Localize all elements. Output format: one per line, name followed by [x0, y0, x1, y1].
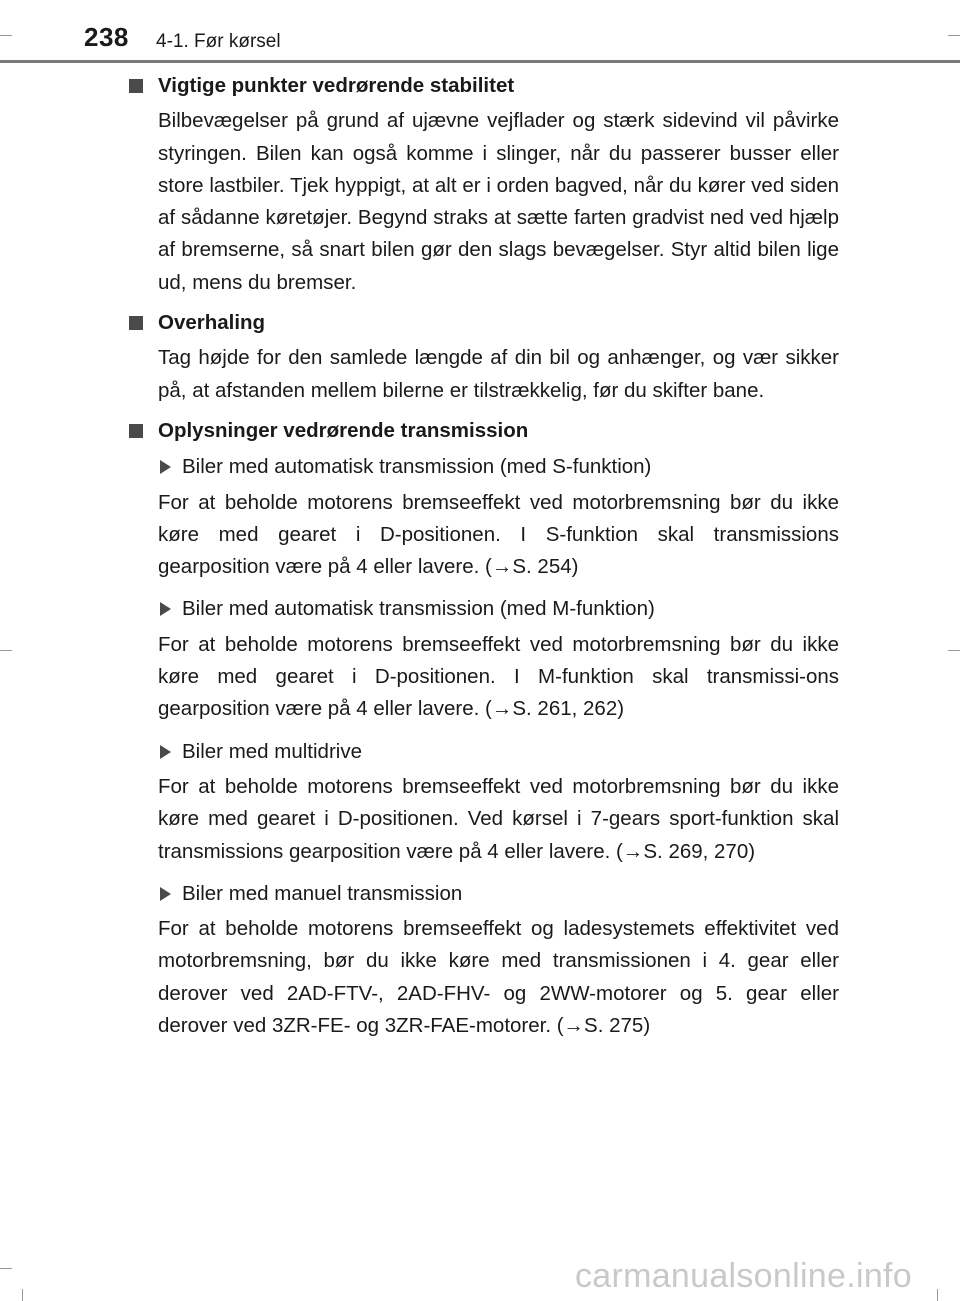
- triangle-arrow-icon: [160, 887, 171, 901]
- triangle-arrow-icon: [160, 745, 171, 759]
- item-paragraph: For at beholde motorens bremseeffekt og ladesystemets effektivitet ved motorbremsning, bør du ikke køre med transmissionen i 4. gear eller derover ved 2AD-FTV-, 2AD-FHV- og 2WW-motorer og 5. gear eller derover ved 3ZR-FE- og 3ZR-FAE-motorer. (→S. 275): [158, 917, 839, 1038]
- item-paragraph: For at beholde motorens bremseeffekt ved motorbremsning bør du ikke køre med gearet i D-positionen. I S-funktion skal transmissions gearposition være på 4 eller lavere. (→S. 254): [158, 490, 839, 579]
- section-heading: [158, 307, 839, 339]
- square-bullet-icon: [129, 316, 143, 330]
- triangle-arrow-icon: [160, 602, 171, 616]
- section-label: 4-1. Før kørsel: [156, 31, 281, 52]
- triangle-arrow-icon: [160, 460, 171, 474]
- section-paragraph: Bilbevægelser på grund af ujævne vejflader og stærk sidevind vil påvirke styringen. Bilen kan også komme i slinger, når du passerer busser eller store lastbiler. Tjek hyppigt, at alt er i orden bagved, når du kører ved siden af sådanne køretøjer. Begynd straks at sætte farten gradvist ned ved hjælp af bremserne, så snart bilen gør den slags bevægelser. Styr altid bilen lige ud, mens du bremser.: [158, 109, 839, 294]
- page-number: 238: [84, 22, 129, 52]
- header-rule: [0, 60, 960, 63]
- list-item-label: [158, 593, 839, 625]
- watermark: carmanualsonline.info: [574, 1257, 912, 1295]
- crop-mark: [22, 1289, 23, 1301]
- crop-mark: [0, 1268, 12, 1269]
- section-paragraph: Tag højde for den samlede længde af din bil og anhænger, og vær sikker på, at afstanden mellem bilerne er tilstrækkelig, før du skifter bane.: [158, 346, 839, 402]
- crop-mark: [937, 1289, 938, 1301]
- crop-mark: [0, 650, 12, 651]
- item-paragraph: For at beholde motorens bremseeffekt ved motorbremsning bør du ikke køre med gearet i D-positionen. Ved kørsel i 7-gears sport-funktion skal transmissions gearposition være på 4 eller lavere. (→S. 269, 270): [158, 774, 839, 863]
- section-title: Vigtige punkter vedrørende stabilitet: [158, 74, 515, 97]
- section-title: Oplysninger vedrørende transmission: [158, 418, 529, 442]
- item-label: Biler med automatisk transmission (med S-funktion): [182, 455, 652, 479]
- square-bullet-icon: [129, 79, 143, 93]
- crop-mark: [948, 35, 960, 36]
- crop-mark: [0, 35, 12, 36]
- section-title: Overhaling: [158, 311, 266, 335]
- section-transmission: [158, 415, 839, 1042]
- section-heading: [158, 70, 839, 102]
- item-paragraph: For at beholde motorens bremseeffekt ved motorbremsning bør du ikke køre med gearet i D-positionen. I M-funktion skal transmissi-ons gearposition være på 4 eller lavere. (→S. 261, 262): [158, 632, 839, 721]
- square-bullet-icon: [129, 424, 143, 438]
- item-label: Biler med multidrive: [182, 739, 362, 763]
- item-label: Biler med manuel transmission: [182, 881, 463, 905]
- list-item-label: [158, 451, 839, 483]
- section-stability: [158, 70, 839, 299]
- list-item-label: [158, 878, 839, 910]
- list-item-label: [158, 736, 839, 768]
- item-label: Biler med automatisk transmission (med M-funktion): [182, 597, 655, 621]
- section-heading: [158, 415, 839, 447]
- crop-mark: [948, 650, 960, 651]
- page-content: [158, 70, 839, 1047]
- section-overtaking: [158, 307, 839, 407]
